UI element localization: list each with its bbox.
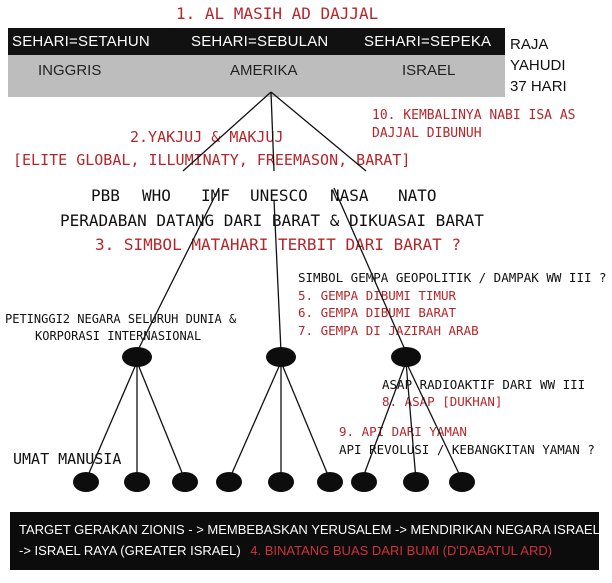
- petinggi-line-1: PETINGGI2 NEGARA SELURUH DUNIA &: [5, 312, 237, 326]
- node-umat: [449, 472, 475, 492]
- sub-line: [229, 362, 281, 480]
- branch-left: [137, 188, 219, 352]
- umat-manusia-label: UMAT MANUSIA: [13, 450, 122, 468]
- target-line-2-red: 4. BINATANG BUAS DARI BUMI (D'DABATUL ARD): [250, 543, 553, 558]
- branch-right: [334, 188, 406, 352]
- node-umat: [351, 472, 377, 492]
- target-line-2-white: -> ISRAEL RAYA (GREATER ISRAEL): [19, 543, 241, 558]
- gempa-heading: SIMBOL GEMPA GEOPOLITIK / DAMPAK WW III ?: [298, 270, 607, 285]
- diagram-title: 1. AL MASIH AD DAJJAL: [176, 4, 379, 23]
- sub-line: [137, 362, 185, 480]
- org-unesco: UNESCO: [250, 186, 308, 205]
- org-nato: NATO: [398, 186, 437, 205]
- era-label-setahun: SEHARI=SETAHUN: [12, 33, 150, 50]
- asap-line-2: 8. ASAP [DUKHAN]: [382, 394, 503, 409]
- yakjuj-subtitle: [ELITE GLOBAL, ILLUMINATY, FREEMASON, BARAT]: [13, 151, 411, 169]
- api-line-1: 9. API DARI YAMAN: [339, 424, 467, 439]
- yahudi-line: YAHUDI: [510, 57, 566, 74]
- petinggi-line-2: KORPORASI INTERNASIONAL: [35, 329, 202, 343]
- node-umat: [268, 472, 294, 492]
- simbol-matahari-text: 3. SIMBOL MATAHARI TERBIT DARI BARAT ?: [95, 235, 462, 254]
- node-petinggi: [122, 347, 152, 367]
- node-center: [266, 347, 296, 367]
- kembalinya-line-1: 10. KEMBALINYA NABI ISA AS: [372, 108, 576, 123]
- gempa-item-6: 6. GEMPA DIBUMI BARAT: [298, 305, 457, 320]
- branch-center: [274, 200, 281, 352]
- era-label-sepekan: SEHARI=SEPEKA: [364, 33, 492, 50]
- org-imf: IMF: [201, 186, 230, 205]
- org-who: WHO: [142, 186, 171, 205]
- peradaban-text: PERADABAN DATANG DARI BARAT & DIKUASAI BARAT: [60, 211, 484, 230]
- apex-left-line: [183, 92, 271, 171]
- node-umat: [317, 472, 343, 492]
- era-label-sebulan: SEHARI=SEBULAN: [191, 33, 329, 50]
- target-line-1: TARGET GERAKAN ZIONIS - > MEMBEBASKAN YERUSALEM -> MENDIRIKAN NEGARA ISRAEL: [19, 522, 600, 537]
- api-line-2: API REVOLUSI / KEBANGKITAN YAMAN ?: [339, 442, 595, 457]
- raja-line: RAJA: [510, 36, 549, 53]
- sub-line: [281, 362, 330, 480]
- yakjuj-title: 2.YAKJUJ & MAKJUJ: [130, 128, 284, 146]
- asap-line-1: ASAP RADIOAKTIF DARI WW III: [382, 377, 586, 392]
- node-umat: [124, 472, 150, 492]
- apex-center-line: [271, 92, 274, 171]
- node-right: [391, 347, 421, 367]
- sub-line: [86, 362, 137, 480]
- node-umat: [172, 472, 198, 492]
- org-pbb: PBB: [91, 186, 120, 205]
- country-israel: ISRAEL: [402, 62, 456, 79]
- country-inggris: INGGRIS: [38, 62, 102, 79]
- gempa-item-7: 7. GEMPA DI JAZIRAH ARAB: [298, 322, 479, 338]
- sub-line: [362, 362, 406, 480]
- apex-right-line: [271, 92, 366, 171]
- node-umat: [216, 472, 242, 492]
- org-nasa: NASA: [330, 186, 369, 205]
- target-line-2: [19, 543, 552, 558]
- target-zionis-bar: [10, 512, 599, 570]
- gempa-item-5: 5. GEMPA DIBUMI TIMUR: [298, 287, 457, 303]
- kembalinya-line-2: DAJJAL DIBUNUH: [372, 126, 482, 141]
- node-umat: [73, 472, 99, 492]
- hari-line: 37 HARI: [510, 78, 567, 95]
- node-umat: [403, 472, 429, 492]
- country-amerika: AMERIKA: [230, 62, 298, 79]
